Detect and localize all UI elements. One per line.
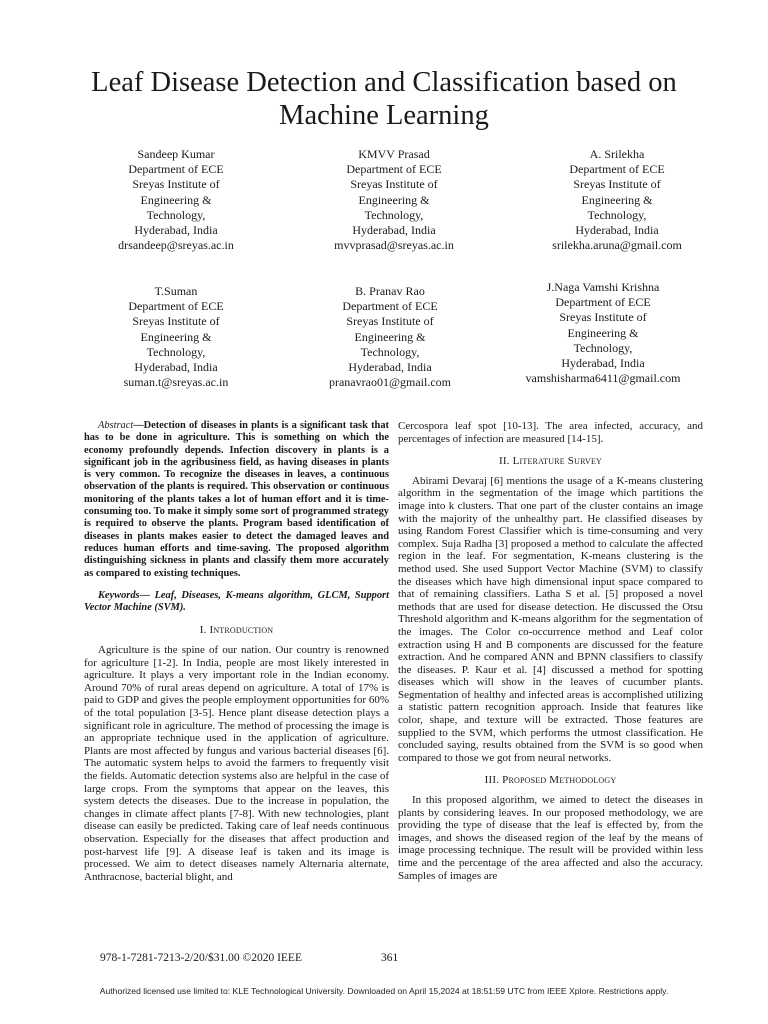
introduction-continuation: Cercospora leaf spot [10-13]. The area infected, accuracy, and percentages of infection are measured [14-15].: [398, 420, 703, 445]
author-line: Sreyas Institute of: [559, 310, 647, 325]
author-email: srilekha.aruna@gmail.com: [552, 238, 682, 253]
author-line: Sandeep Kumar: [137, 147, 215, 161]
section-heading-proposed-methodology: III. Proposed Methodology: [484, 774, 617, 787]
author-line: Sreyas Institute of: [346, 314, 434, 329]
author-email: drsandeep@sreyas.ac.in: [118, 238, 234, 253]
author-line: Technology,: [360, 344, 420, 359]
author-line: Sreyas Institute of: [132, 177, 220, 192]
license-notice: Authorized licensed use limited to: KLE Technological University. Downloaded on April 15,2024 at 18:51:59 UTC from IEEE Xplore. Restrictions apply.: [99, 986, 669, 996]
author-block: [76, 284, 276, 390]
author-line: KMVV Prasad: [358, 147, 430, 161]
section-heading-literature-survey: II. Literature Survey: [498, 455, 603, 468]
author-line: Sreyas Institute of: [350, 177, 438, 192]
author-block: [76, 147, 276, 253]
author-line: Department of ECE: [342, 299, 438, 314]
author-line: Department of ECE: [555, 295, 651, 310]
author-block: [517, 147, 717, 253]
author-line: J.Naga Vamshi Krishna: [546, 280, 660, 294]
author-line: Technology,: [146, 344, 206, 359]
author-block: [290, 284, 490, 390]
author-email: vamshisharma6411@gmail.com: [525, 371, 681, 386]
abstract: [84, 420, 389, 580]
literature-survey-text: Abirami Devaraj [6] mentions the usage of a K-means clustering algorithm in the segmentation of the image which partitions the image into k clusters. That one part of the cluster contains an image with the majority of the unhealthy part. He classified diseases by using Random Forest Classifier which is time-consuming and very complex. Suja Radha [3] proposed a method to calculate the affected region in the leaf. For segmentation, K-means clustering is the method used. She used Support Vector Machine (SVM) to classify the diseases which have high dimensional input space compared to that of remaining classifiers. Latha S et al. [5] proposed a novel methods that are used for disease detection. He discussed the Otsu Threshold algorithm and K-means algorithm for the segmentation of the images. The Color co-occurrence method and Leaf color extraction using H and B components are discussed for the feature extraction. And he compared ANN and BPNN classifiers to classify the diseases. P. Kaur et al. [4] discussed a method for spotting diseases which will show in the leaves of cucumber plants. Segmentation of healthy and infected areas is accomplished utilizing a statistic pattern recognition approach. Inside that features like color, shape, and texture will be extracted. Those features are supplied to the SVM, which performs the utmost classification. He concluded saying, results obtained from the SVM is so good when compared to those we got from neural networks.: [398, 474, 703, 764]
author-line: Engineering &: [567, 325, 639, 340]
author-line: Hyderabad, India: [352, 223, 436, 238]
author-email: pranavrao01@gmail.com: [328, 375, 451, 390]
author-line: Hyderabad, India: [561, 356, 645, 371]
author-block: [294, 147, 494, 253]
author-line: Engineering &: [354, 329, 426, 344]
abstract-label: Abstract: [98, 420, 134, 431]
section-heading-introduction: I. Introduction: [199, 624, 274, 637]
author-line: Department of ECE: [128, 162, 224, 177]
keywords: Keywords— Leaf, Diseases, K-means algorithm, GLCM, Support Vector Machine (SVM).: [84, 589, 389, 614]
author-line: Engineering &: [140, 329, 212, 344]
author-line: Department of ECE: [346, 162, 442, 177]
author-line: T.Suman: [154, 284, 198, 298]
author-line: Hyderabad, India: [134, 360, 218, 375]
author-line: Engineering &: [581, 192, 653, 207]
author-line: Engineering &: [140, 192, 212, 207]
author-block: [503, 280, 703, 386]
author-line: Technology,: [146, 207, 206, 222]
page-number: 361: [381, 952, 399, 964]
author-line: Sreyas Institute of: [132, 314, 220, 329]
author-line: A. Srilekha: [589, 147, 645, 161]
author-line: Technology,: [573, 340, 633, 355]
author-line: Hyderabad, India: [134, 223, 218, 238]
right-column: [398, 420, 703, 882]
left-column: [84, 420, 389, 883]
abstract-text: —Detection of diseases in plants is a significant task that has to be done in agriculture. This is something on which the economy profoundly depends. Infection discovery in plants is a significant job in the agribusiness field, as having diseases in plants is very common. To recognize the diseases in leaves, a continuous observation of the plants is required. This observation or continuous monitoring of the plants takes a lot of human effort and it is time-consuming too. To make it simply some sort of programmed strategy is required to observe the plants. Program based identification of diseases in plants makes easier to detect the damaged leaves and reduces human efforts and time-saving. The proposed algorithm distinguishing sickness in plants and classify them more accurately as compared to existing techniques.: [84, 420, 389, 579]
copyright-line: 978-1-7281-7213-2/20/$31.00 ©2020 IEEE: [100, 952, 302, 964]
author-line: Sreyas Institute of: [573, 177, 661, 192]
author-email: suman.t@sreyas.ac.in: [123, 375, 229, 390]
proposed-methodology-text: In this proposed algorithm, we aimed to detect the diseases in plants by considering leaves. In our proposed methodology, we are providing the type of disease that the leaf is effected by, from the images, and shows the diseased region of the leaf by the means of image processing technique. The result will be provided within less time and the percentage of the area affected and also the accuracy. Samples of images are: [398, 794, 703, 882]
author-line: Engineering &: [358, 192, 430, 207]
author-line: Technology,: [364, 207, 424, 222]
author-line: Hyderabad, India: [575, 223, 659, 238]
introduction-text: Agriculture is the spine of our nation. Our country is renowned for agriculture [1-2]. In India, people are most likely interested in agriculture. It plays a very important role in the Indian economy. Around 70% of rural areas depend on agriculture. A total of 17% is paid to GDP and gives the people employment opportunities for 60% of the total population [3-5]. Hence plant disease detection plays a significant role in agriculture. The method of processing the image is an appropriate technique used in the application of agriculture. Plants are most affected by fungus and various bacterial diseases [6]. The automatic system helps to avoid the farmers to frequently visit the fields. Automatic detection systems also are helpful in the case of large crops. From the symptoms that appear on the leaves, this system detects the diseases. Due to the increase in population, the changes in climate affect plants [7-8]. With new technologies, plant disease can easily be predicted. Taking care of leaf needs continuous observation. Especially for the diseases that affect production and post-harvest life [9]. A disease leaf is taken and its image is processed. We aim to detect diseases namely Alternaria alternate, Anthracnose, bacterial blight, and: [84, 644, 389, 883]
author-email: mvvprasad@sreyas.ac.in: [334, 238, 454, 253]
author-line: B. Pranav Rao: [355, 284, 425, 298]
author-line: Technology,: [587, 207, 647, 222]
author-line: Department of ECE: [128, 299, 224, 314]
author-line: Hyderabad, India: [348, 360, 432, 375]
paper-title: Leaf Disease Detection and Classification based on Machine Learning: [91, 67, 677, 131]
author-line: Department of ECE: [569, 162, 665, 177]
